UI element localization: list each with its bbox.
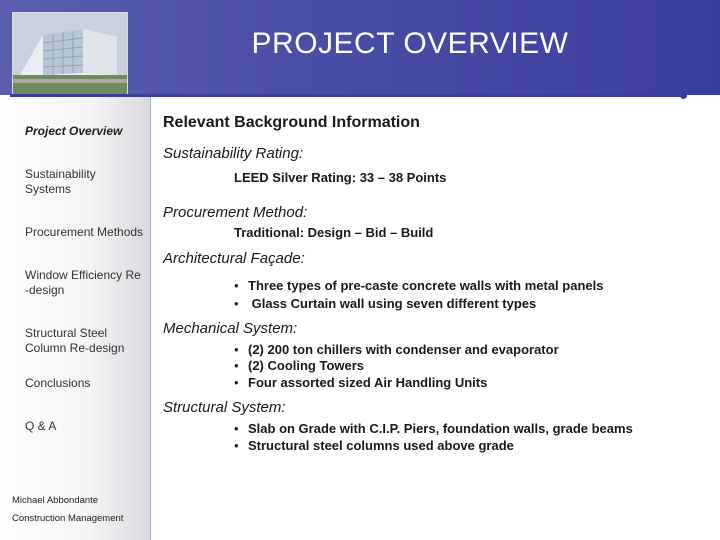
bullet-marker: •: [234, 438, 239, 453]
title-banner: [0, 0, 720, 95]
bullet-marker: •: [234, 296, 239, 311]
header-rule-dot: [680, 92, 687, 99]
sidebar-item-conclusions[interactable]: Conclusions: [25, 376, 91, 390]
bullet-marker: •: [234, 421, 239, 436]
bullet-text: Three types of pre-caste concrete walls with metal panels: [248, 278, 604, 293]
list-item: [234, 438, 514, 453]
bullet-text: Glass Curtain wall using seven different types: [248, 296, 537, 311]
bullet-text: Four assorted sized Air Handling Units: [248, 375, 488, 390]
sidebar-item-project-overview[interactable]: Project Overview: [25, 124, 123, 138]
sidebar-item-structural-steel[interactable]: Structural Steel Column Re-design: [25, 326, 125, 355]
list-item: [234, 358, 364, 373]
section-title-procurement: Procurement Method:: [163, 204, 308, 221]
sidebar-divider: [150, 97, 151, 540]
sidebar: [0, 97, 150, 540]
sidebar-item-procurement-methods[interactable]: Procurement Methods: [25, 225, 144, 239]
section-title-sustainability: Sustainability Rating:: [163, 145, 304, 162]
content-heading: Relevant Background Information: [163, 114, 420, 131]
list-item: [234, 375, 487, 390]
bullet-marker: •: [234, 358, 239, 373]
section-text-procurement: Traditional: Design – Bid – Build: [234, 225, 434, 240]
list-item: [234, 421, 633, 436]
author-name: Michael Abbondante: [12, 495, 99, 506]
bullet-marker: •: [234, 375, 239, 390]
author-discipline: Construction Management: [12, 513, 124, 524]
building-photo: [12, 12, 128, 95]
sidebar-item-window-efficiency[interactable]: Window Efficiency Re -design: [25, 268, 141, 297]
page-title: PROJECT OVERVIEW: [251, 27, 569, 60]
sidebar-item-sustainability-systems[interactable]: Sustainability Systems: [25, 167, 96, 196]
section-title-facade: Architectural Façade:: [163, 250, 305, 267]
section-title-mechanical: Mechanical System:: [163, 320, 298, 337]
bullet-marker: •: [234, 342, 239, 357]
section-text-sustainability: LEED Silver Rating: 33 – 38 Points: [234, 170, 447, 185]
bullet-text: Structural steel columns used above grade: [248, 438, 514, 453]
bullet-text: (2) Cooling Towers: [248, 358, 365, 373]
list-item: [234, 296, 536, 311]
bullet-text: (2) 200 ton chillers with condenser and evaporator: [248, 342, 559, 357]
list-item: [234, 342, 559, 357]
bullet-text: Slab on Grade with C.I.P. Piers, foundation walls, grade beams: [248, 421, 633, 436]
section-title-structural: Structural System:: [163, 399, 286, 416]
list-item: [234, 278, 603, 293]
bullet-marker: •: [234, 278, 239, 293]
sidebar-item-q-and-a[interactable]: Q & A: [25, 419, 57, 433]
